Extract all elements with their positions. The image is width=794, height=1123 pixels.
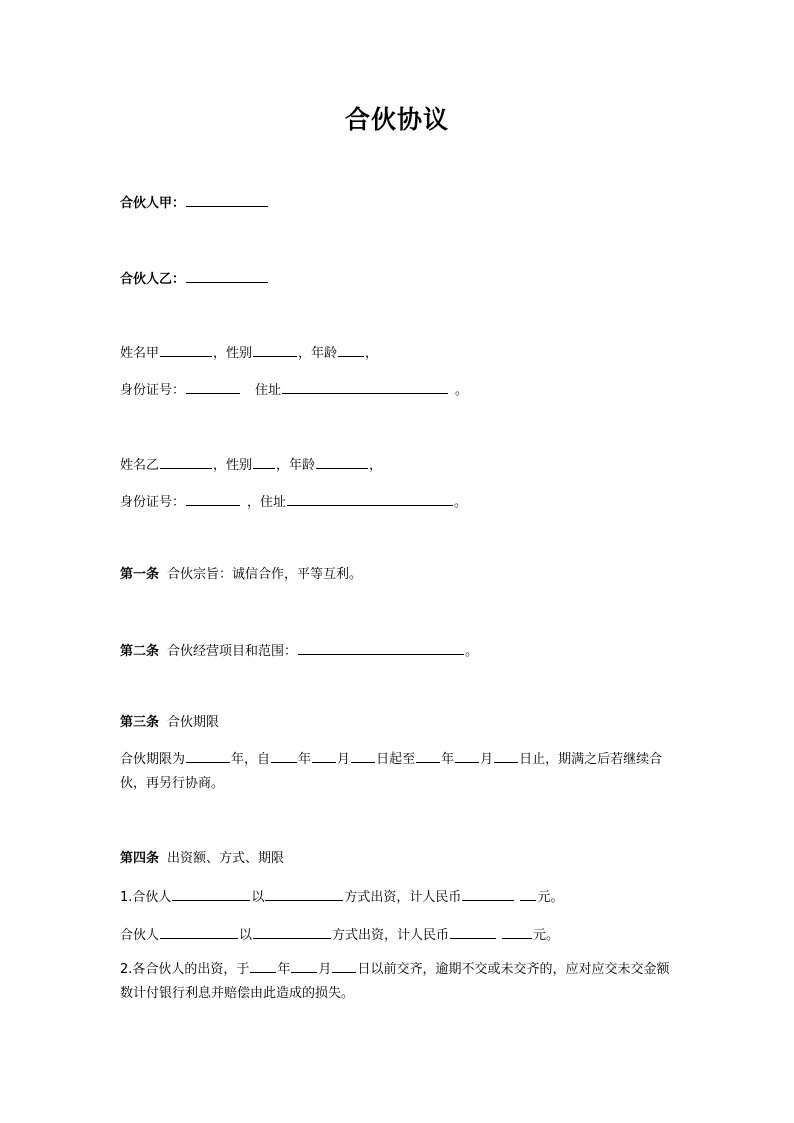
address-a-blank[interactable] bbox=[282, 379, 448, 394]
partner-a-blank[interactable] bbox=[186, 192, 268, 207]
address-a-label: 住址 bbox=[255, 383, 282, 398]
person-b-end: ， bbox=[369, 458, 383, 473]
id-a-label: 身份证号： bbox=[120, 383, 186, 398]
term-end-text: 日止，期满之后若继续合伙，再另行协商。 bbox=[120, 752, 663, 791]
article-3-heading: 第三条 bbox=[120, 715, 160, 730]
item-1-partner-blank[interactable] bbox=[172, 886, 250, 901]
item-1b-unit: 元。 bbox=[533, 928, 560, 943]
start-year-label: 年 bbox=[298, 752, 312, 767]
start-year-blank[interactable] bbox=[271, 748, 297, 763]
item-2-year-blank[interactable] bbox=[250, 958, 276, 973]
item-1b-partner-blank[interactable] bbox=[160, 924, 238, 939]
person-b-line bbox=[120, 454, 680, 475]
article-4-heading: 第四条 bbox=[120, 851, 160, 866]
item-2-text-a: 2.各合伙人的出资，于 bbox=[120, 962, 250, 977]
item-1-prefix: 1.合伙人 bbox=[120, 890, 172, 905]
partner-a-line bbox=[120, 192, 680, 213]
article-3-title: 合伙期限 bbox=[167, 715, 220, 730]
end-month-blank[interactable] bbox=[455, 748, 479, 763]
item-1b-with: 以 bbox=[239, 928, 253, 943]
gender-b-blank[interactable] bbox=[253, 454, 275, 469]
article-4-heading-line bbox=[120, 850, 680, 868]
item-1b-amount-blank-2[interactable] bbox=[502, 924, 532, 939]
term-from-label: 年，自 bbox=[231, 752, 271, 767]
name-b-blank[interactable] bbox=[160, 454, 212, 469]
gender-a-blank[interactable] bbox=[253, 342, 297, 357]
age-b-label: ，年龄 bbox=[276, 458, 316, 473]
item-1-unit: 元。 bbox=[537, 890, 564, 905]
term-label: 合伙期限为 bbox=[120, 752, 186, 767]
address-b-end: 。 bbox=[454, 495, 468, 510]
article-1-heading: 第一条 bbox=[120, 567, 160, 582]
item-2-year-label: 年 bbox=[277, 962, 291, 977]
item-2-day-blank[interactable] bbox=[332, 958, 356, 973]
item-2-month-blank[interactable] bbox=[291, 958, 317, 973]
contribution-item-1 bbox=[120, 886, 680, 907]
partner-a-label: 合伙人甲： bbox=[120, 196, 186, 211]
item-1-with: 以 bbox=[251, 890, 265, 905]
partner-b-blank[interactable] bbox=[186, 268, 268, 283]
item-2-text-b: 日以前交齐，逾期不交或未交齐的，应对应交未交金额数计付银行利息并赔偿由此造成的损失。 bbox=[120, 962, 670, 1001]
start-month-label: 月 bbox=[337, 752, 351, 767]
address-b-blank[interactable] bbox=[287, 491, 453, 506]
id-b-line bbox=[120, 491, 680, 512]
item-2-month-label: 月 bbox=[318, 962, 332, 977]
document-title: 合伙协议 bbox=[344, 105, 449, 134]
term-years-blank[interactable] bbox=[186, 748, 230, 763]
age-a-blank[interactable] bbox=[338, 342, 364, 357]
end-year-blank[interactable] bbox=[416, 748, 440, 763]
article-2-text: 合伙经营项目和范围： bbox=[167, 644, 298, 659]
id-b-label: 身份证号： bbox=[120, 495, 186, 510]
article-3-heading-line bbox=[120, 714, 680, 732]
id-b-blank[interactable] bbox=[186, 491, 240, 506]
gender-b-label: ，性别 bbox=[213, 458, 253, 473]
person-a-line bbox=[120, 342, 680, 363]
article-2 bbox=[120, 640, 680, 661]
item-1b-method-label: 方式出资，计人民币 bbox=[332, 928, 450, 943]
start-day-label: 日起至 bbox=[376, 752, 416, 767]
item-1-method-blank[interactable] bbox=[265, 886, 343, 901]
gender-a-label: ，性别 bbox=[213, 346, 253, 361]
age-a-label: ，年龄 bbox=[298, 346, 338, 361]
start-day-blank[interactable] bbox=[351, 748, 375, 763]
item-1b-amount-blank[interactable] bbox=[450, 924, 496, 939]
partner-b-label: 合伙人乙： bbox=[120, 272, 186, 287]
name-a-blank[interactable] bbox=[160, 342, 212, 357]
business-scope-blank[interactable] bbox=[298, 640, 464, 655]
end-day-blank[interactable] bbox=[494, 748, 518, 763]
name-b-label: 姓名乙 bbox=[120, 458, 160, 473]
address-b-label: ，住址 bbox=[247, 495, 287, 510]
item-1-method-label: 方式出资，计人民币 bbox=[344, 890, 462, 905]
article-1-text: 合伙宗旨：诚信合作，平等互利。 bbox=[167, 567, 363, 582]
age-b-blank[interactable] bbox=[316, 454, 368, 469]
end-year-label: 年 bbox=[441, 752, 455, 767]
article-2-heading: 第二条 bbox=[120, 644, 160, 659]
contribution-item-1b bbox=[120, 924, 680, 945]
article-1 bbox=[120, 566, 680, 584]
article-4-title: 出资额、方式、期限 bbox=[167, 851, 285, 866]
name-a-label: 姓名甲 bbox=[120, 346, 160, 361]
address-a-end: 。 bbox=[455, 383, 469, 398]
start-month-blank[interactable] bbox=[312, 748, 336, 763]
partner-b-line bbox=[120, 268, 680, 289]
end-month-label: 月 bbox=[480, 752, 494, 767]
article-3-body bbox=[120, 748, 680, 796]
item-1b-method-blank[interactable] bbox=[253, 924, 331, 939]
contribution-item-2 bbox=[120, 958, 680, 1006]
person-a-end: ， bbox=[365, 346, 379, 361]
item-1-amount-blank-2[interactable] bbox=[520, 886, 536, 901]
id-a-blank[interactable] bbox=[186, 379, 240, 394]
id-a-line bbox=[120, 379, 680, 400]
item-1b-prefix: 合伙人 bbox=[120, 928, 160, 943]
article-2-end: 。 bbox=[465, 644, 479, 659]
item-1-amount-blank[interactable] bbox=[462, 886, 514, 901]
